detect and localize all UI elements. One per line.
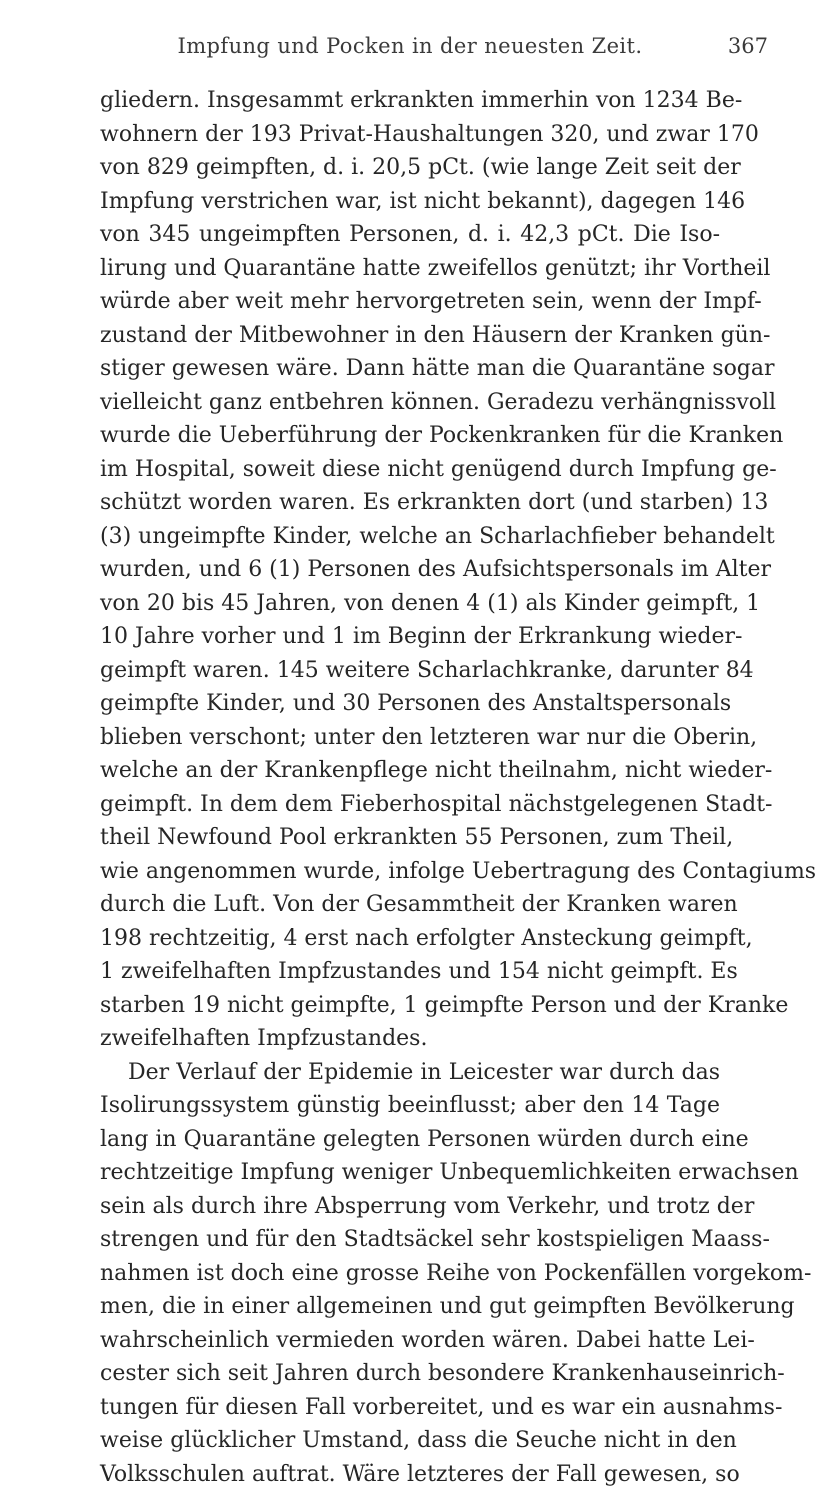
- text-line: wurde die Ueberführung der Pockenkranken für die Kranken: [100, 419, 720, 453]
- text-line: sein als durch ihre Absperrung vom Verkehr, und trotz der: [100, 1190, 720, 1224]
- text-line: gliedern. Insgesammt erkrankten immerhin von 1234 Be-: [100, 84, 720, 118]
- text-line: men, die in einer allgemeinen und gut geimpften Bevölkerung: [100, 1290, 720, 1324]
- text-line: 10 Jahre vorher und 1 im Beginn der Erkrankung wieder-: [100, 620, 720, 654]
- text-line: von 345 ungeimpften Personen, d. i. 42,3 pCt. Die Iso-: [100, 218, 720, 252]
- text-line: zweifelhaften Impfzustandes.: [100, 1022, 720, 1056]
- text-line: geimpft waren. 145 weitere Scharlachkranke, darunter 84: [100, 654, 720, 688]
- text-line: von 20 bis 45 Jahren, von denen 4 (1) als Kinder geimpft, 1: [100, 587, 720, 621]
- text-line: 198 rechtzeitig, 4 erst nach erfolgter Ansteckung geimpft,: [100, 922, 720, 956]
- text-line: blieben verschont; unter den letzteren war nur die Oberin,: [100, 721, 720, 755]
- body-text: [100, 84, 720, 1491]
- text-line: cester sich seit Jahren durch besondere Krankenhauseinrich-: [100, 1357, 720, 1391]
- text-line: lirung und Quarantäne hatte zweifellos genützt; ihr Vortheil: [100, 252, 720, 286]
- text-line: geimpft. In dem dem Fieberhospital nächstgelegenen Stadt-: [100, 788, 720, 822]
- text-line: wurden, und 6 (1) Personen des Aufsichtspersonals im Alter: [100, 553, 720, 587]
- text-line: lang in Quarantäne gelegten Personen würden durch eine: [100, 1123, 720, 1157]
- text-line: durch die Luft. Von der Gesammtheit der Kranken waren: [100, 888, 720, 922]
- text-line: wahrscheinlich vermieden worden wären. Dabei hatte Lei-: [100, 1324, 720, 1358]
- page-number: 367: [728, 34, 768, 58]
- text-line: starben 19 nicht geimpfte, 1 geimpfte Person und der Kranke: [100, 989, 720, 1023]
- text-line: rechtzeitige Impfung weniger Unbequemlichkeiten erwachsen: [100, 1156, 720, 1190]
- text-line: von 829 geimpften, d. i. 20,5 pCt. (wie lange Zeit seit der: [100, 151, 720, 185]
- text-line: weise glücklicher Umstand, dass die Seuche nicht in den: [100, 1424, 720, 1458]
- running-title: Impfung und Pocken in der neuesten Zeit.: [100, 34, 720, 58]
- text-line: würde aber weit mehr hervorgetreten sein, wenn der Impf-: [100, 285, 720, 319]
- text-line: 1 zweifelhaften Impfzustandes und 154 nicht geimpft. Es: [100, 955, 720, 989]
- text-line: Impfung verstrichen war, ist nicht bekannt), dagegen 146: [100, 185, 720, 219]
- text-line: Der Verlauf der Epidemie in Leicester war durch das: [100, 1056, 720, 1090]
- text-line: Isolirungssystem günstig beeinflusst; aber den 14 Tage: [100, 1089, 720, 1123]
- text-line: zustand der Mitbewohner in den Häusern der Kranken gün-: [100, 319, 720, 353]
- text-line: geimpfte Kinder, und 30 Personen des Anstaltspersonals: [100, 687, 720, 721]
- text-line: tungen für diesen Fall vorbereitet, und es war ein ausnahms-: [100, 1391, 720, 1425]
- text-line: schützt worden waren. Es erkrankten dort (und starben) 13: [100, 486, 720, 520]
- text-line: welche an der Krankenpflege nicht theilnahm, nicht wieder-: [100, 754, 720, 788]
- text-line: wohnern der 193 Privat-Haushaltungen 320, und zwar 170: [100, 118, 720, 152]
- text-line: wie angenommen wurde, infolge Uebertragung des Contagiums: [100, 855, 720, 889]
- text-line: theil Newfound Pool erkrankten 55 Personen, zum Theil,: [100, 821, 720, 855]
- text-line: strengen und für den Stadtsäckel sehr kostspieligen Maass-: [100, 1223, 720, 1257]
- text-line: vielleicht ganz entbehren können. Geradezu verhängnissvoll: [100, 386, 720, 420]
- text-line: stiger gewesen wäre. Dann hätte man die Quarantäne sogar: [100, 352, 720, 386]
- text-line: Volksschulen auftrat. Wäre letzteres der Fall gewesen, so: [100, 1458, 720, 1491]
- text-line: (3) ungeimpfte Kinder, welche an Scharlachfieber behandelt: [100, 520, 720, 554]
- page-header: [100, 34, 720, 64]
- text-line: nahmen ist doch eine grosse Reihe von Pockenfällen vorgekom-: [100, 1257, 720, 1291]
- text-line: im Hospital, soweit diese nicht genügend durch Impfung ge-: [100, 453, 720, 487]
